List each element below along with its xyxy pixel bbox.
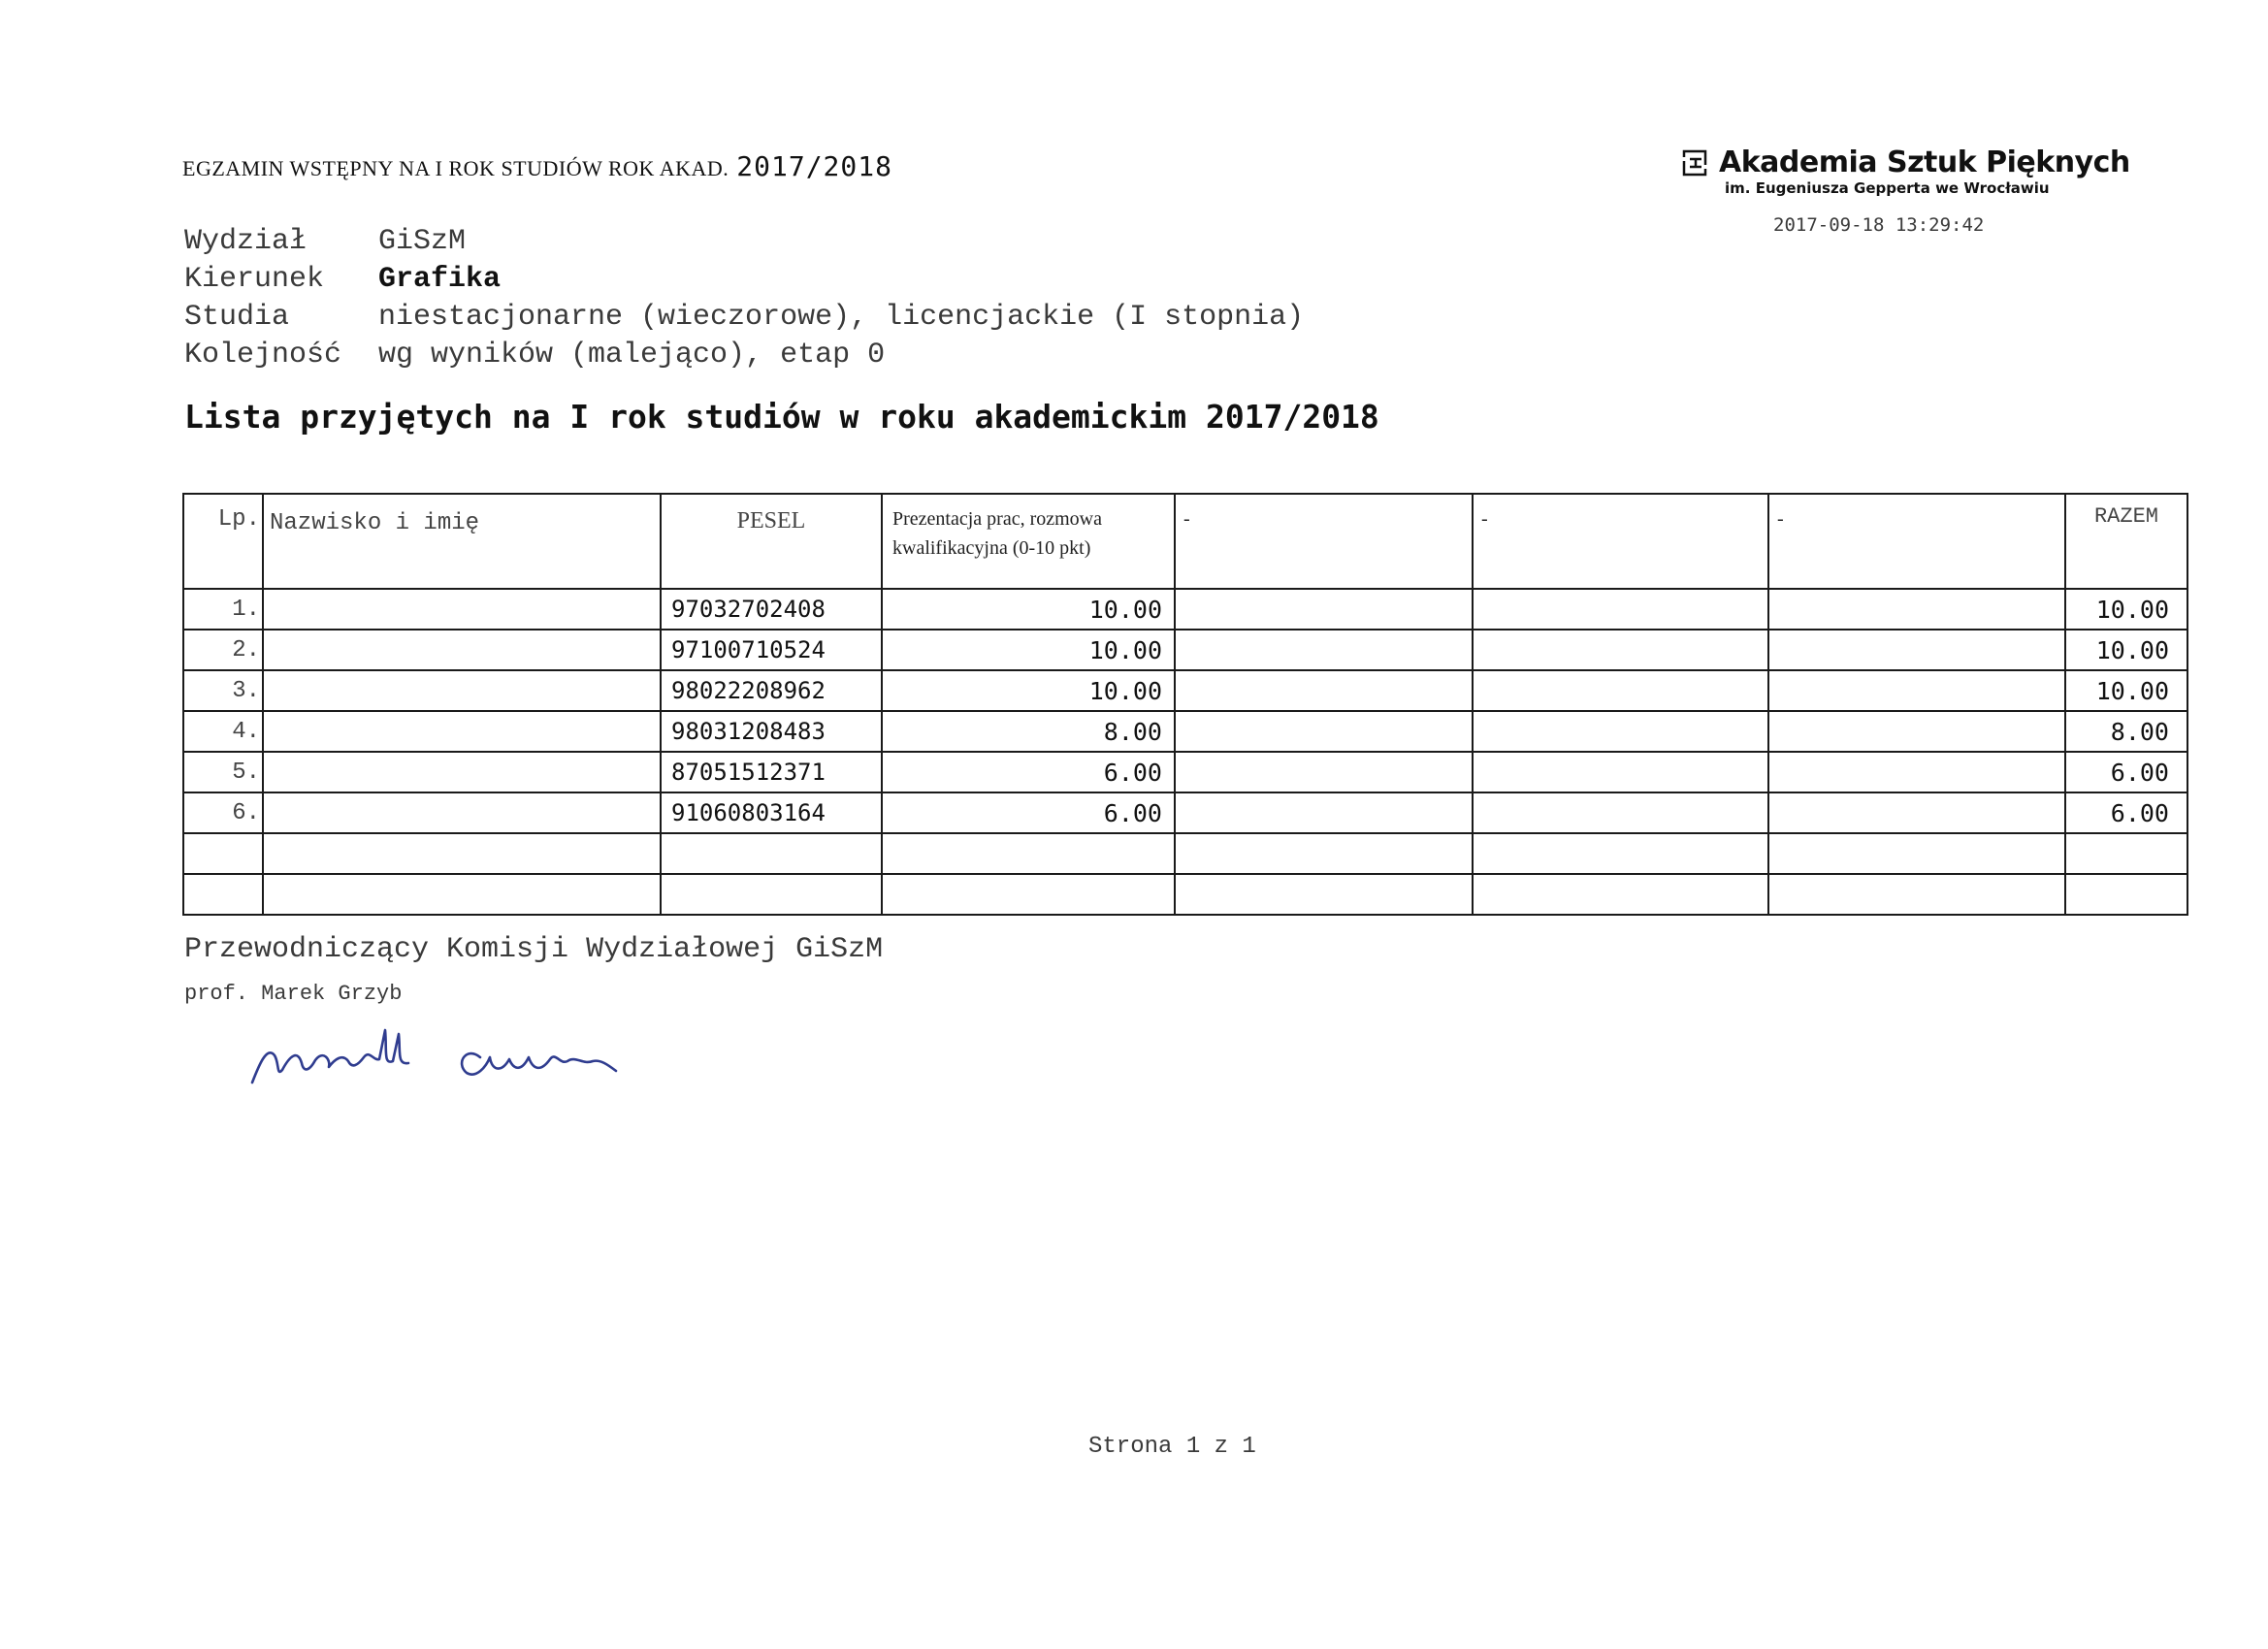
cell-empty (263, 833, 661, 874)
exam-title (182, 150, 892, 182)
cell-empty (1768, 670, 2065, 711)
cell-empty (1175, 670, 1473, 711)
cell-pesel: 98031208483 (661, 711, 882, 752)
cell-empty (1768, 752, 2065, 792)
cell-empty (1768, 630, 2065, 670)
table-row (183, 792, 2187, 833)
meta-row-order (184, 337, 1304, 374)
header-dash-3: - (1768, 494, 2065, 589)
cell-score: 8.00 (882, 711, 1175, 752)
cell-empty (1768, 833, 2065, 874)
header-criterion (882, 494, 1175, 589)
header-criterion-line2: kwalifikacyjna (0-10 pkt) (892, 537, 1091, 559)
table-header-row (183, 494, 2187, 589)
header-dash-1: - (1175, 494, 1473, 589)
cell-lp: 2. (183, 630, 263, 670)
meta-label: Kolejność (184, 339, 342, 372)
cell-empty (1473, 630, 1768, 670)
cell-empty (1175, 833, 1473, 874)
cell-empty (1175, 752, 1473, 792)
cell-lp: 4. (183, 711, 263, 752)
cell-empty (1768, 874, 2065, 915)
cell-total: 6.00 (2065, 752, 2187, 792)
academy-name: Akademia Sztuk Pięknych (1719, 146, 2130, 179)
cell-empty (1175, 874, 1473, 915)
cell-empty (2065, 833, 2187, 874)
cell-empty (1473, 833, 1768, 874)
table-row (183, 630, 2187, 670)
meta-row-faculty (184, 223, 1304, 261)
meta-value: GiSzM (378, 225, 467, 258)
cell-empty (1768, 792, 2065, 833)
cell-empty (183, 874, 263, 915)
table-row-empty (183, 874, 2187, 915)
cell-empty (661, 874, 882, 915)
cell-total: 10.00 (2065, 670, 2187, 711)
academy-logo (1682, 146, 2130, 197)
exam-year: 2017/2018 (736, 150, 892, 182)
academy-subtitle: im. Eugeniusza Gepperta we Wrocławiu (1725, 179, 2050, 197)
cell-empty (882, 874, 1175, 915)
header-total: RAZEM (2065, 494, 2187, 589)
exam-title-text: EGZAMIN WSTĘPNY NA I ROK STUDIÓW ROK AKAD. (182, 156, 729, 180)
list-title: Lista przyjętych na I rok studiów w roku akademickim 2017/2018 (184, 398, 1379, 436)
cell-score: 10.00 (882, 630, 1175, 670)
table-row-empty (183, 833, 2187, 874)
handwritten-signature (247, 1017, 732, 1094)
cell-lp: 5. (183, 752, 263, 792)
meta-value: niestacjonarne (wieczorowe), licencjackie (I stopnia) (378, 301, 1305, 334)
cell-total: 6.00 (2065, 792, 2187, 833)
cell-empty (1473, 711, 1768, 752)
cell-name (263, 589, 661, 630)
cell-empty (661, 833, 882, 874)
cell-empty (1473, 589, 1768, 630)
cell-empty (1175, 630, 1473, 670)
table-row (183, 711, 2187, 752)
meta-label: Kierunek (184, 263, 325, 296)
page-number: Strona 1 z 1 (1088, 1434, 1256, 1460)
meta-value: Grafika (378, 263, 502, 296)
cell-lp: 6. (183, 792, 263, 833)
committee-chair-name: prof. Marek Grzyb (184, 982, 403, 1006)
cell-empty (1768, 711, 2065, 752)
cell-score: 10.00 (882, 589, 1175, 630)
meta-row-studies (184, 299, 1304, 337)
cell-pesel: 97032702408 (661, 589, 882, 630)
cell-name (263, 752, 661, 792)
meta-row-field (184, 261, 1304, 299)
meta-label: Studia (184, 301, 290, 334)
header-lp: Lp. (183, 494, 263, 589)
committee-chair-title: Przewodniczący Komisji Wydziałowej GiSzM (184, 933, 884, 966)
cell-name (263, 711, 661, 752)
cell-name (263, 670, 661, 711)
cell-empty (1175, 792, 1473, 833)
cell-empty (1473, 874, 1768, 915)
cell-empty (1768, 589, 2065, 630)
print-timestamp: 2017-09-18 13:29:42 (1773, 214, 1985, 236)
cell-lp: 3. (183, 670, 263, 711)
cell-pesel: 91060803164 (661, 792, 882, 833)
cell-score: 10.00 (882, 670, 1175, 711)
table-row (183, 752, 2187, 792)
cell-empty (1473, 752, 1768, 792)
cell-score: 6.00 (882, 792, 1175, 833)
cell-pesel: 97100710524 (661, 630, 882, 670)
cell-total: 8.00 (2065, 711, 2187, 752)
meta-value: wg wyników (malejąco), etap 0 (378, 339, 886, 372)
cell-empty (1473, 670, 1768, 711)
header-pesel: PESEL (661, 494, 882, 589)
table-row (183, 589, 2187, 630)
cell-empty (1473, 792, 1768, 833)
header-name: Nazwisko i imię (263, 494, 661, 589)
header-dash-2: - (1473, 494, 1768, 589)
cell-name (263, 630, 661, 670)
meta-label: Wydział (184, 225, 308, 258)
cell-pesel: 87051512371 (661, 752, 882, 792)
cell-score: 6.00 (882, 752, 1175, 792)
cell-pesel: 98022208962 (661, 670, 882, 711)
cell-total: 10.00 (2065, 630, 2187, 670)
academy-logo-icon (1682, 147, 1709, 178)
cell-lp: 1. (183, 589, 263, 630)
admissions-table (182, 493, 2188, 916)
cell-empty (1175, 711, 1473, 752)
cell-empty (1175, 589, 1473, 630)
cell-empty (183, 833, 263, 874)
cell-empty (263, 874, 661, 915)
cell-empty (882, 833, 1175, 874)
cell-name (263, 792, 661, 833)
cell-total: 10.00 (2065, 589, 2187, 630)
table-row (183, 670, 2187, 711)
meta-block (184, 223, 1304, 374)
cell-empty (2065, 874, 2187, 915)
header-criterion-line1: Prezentacja prac, rozmowa (892, 508, 1102, 530)
